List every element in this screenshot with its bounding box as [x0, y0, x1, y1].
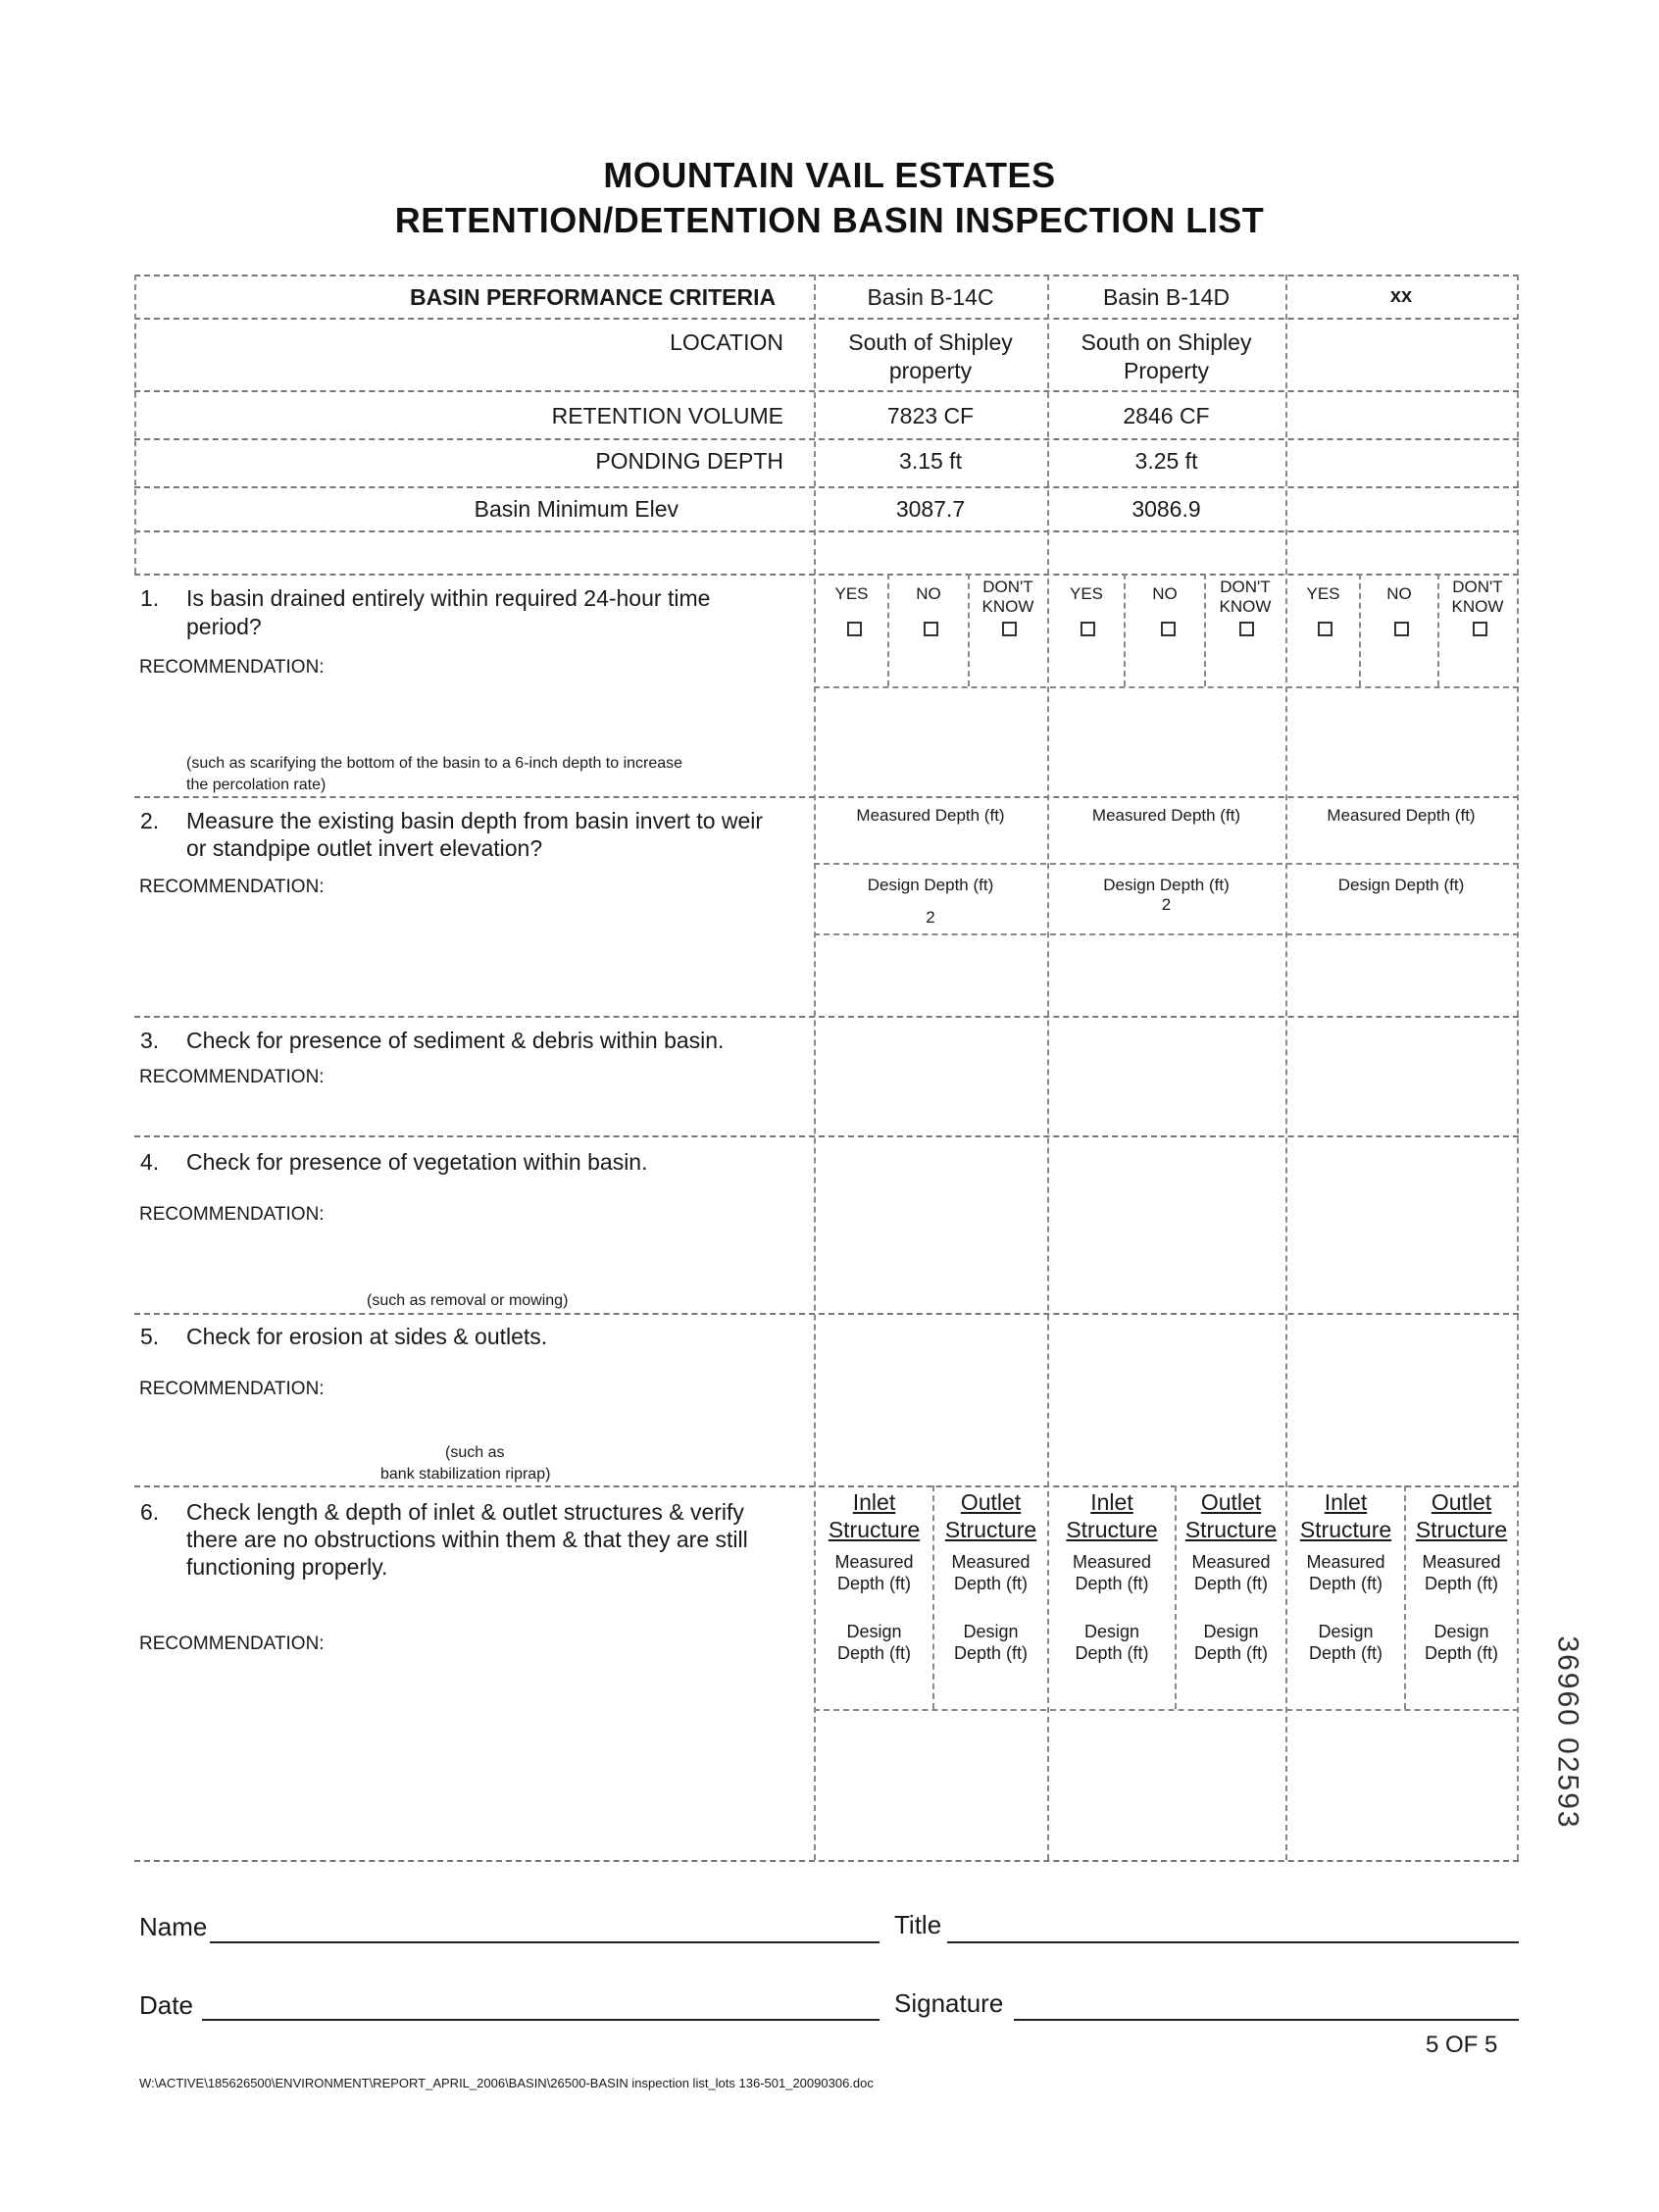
b14c-outlet-label: Outlet: [960, 1489, 1022, 1515]
q2-number: 2.: [140, 808, 160, 833]
location-label: LOCATION: [670, 329, 783, 355]
q1-text-line1: Is basin drained entirely within required 24-hour time: [186, 585, 711, 611]
q6-text-line2: there are no obstructions within them & that they are still: [186, 1527, 748, 1552]
q1-note-line2: the percolation rate): [186, 777, 327, 793]
q3-recommendation-label: RECOMMENDATION:: [139, 1067, 325, 1087]
answer-yes-label: YES: [1069, 584, 1104, 603]
retention-volume-b14c: 7823 CF: [886, 403, 975, 428]
ponding-depth-b14d: 3.25 ft: [1134, 448, 1198, 474]
b14d-design-depth-value: 2: [1161, 895, 1172, 914]
row-divider: [134, 1313, 1519, 1315]
b14c-inlet-design: Design: [846, 1622, 902, 1641]
row-divider: [134, 318, 1519, 320]
q2-text-line2: or standpipe outlet invert elevation?: [186, 835, 543, 861]
xx-no-checkbox[interactable]: [1394, 622, 1409, 636]
answer-know-label: KNOW: [1219, 597, 1272, 616]
name-field[interactable]: [210, 1941, 880, 1943]
row-divider: [134, 796, 1519, 798]
b14c-outlet-measured: Measured: [951, 1552, 1031, 1572]
b14d-inlet-design: Design: [1083, 1622, 1140, 1641]
column-header-basin-b14c: Basin B-14C: [867, 284, 994, 310]
answer-no-label: NO: [1152, 584, 1178, 603]
b14d-outlet-design: Design: [1203, 1622, 1259, 1641]
basin-min-elev-label: Basin Minimum Elev: [474, 496, 679, 522]
q2-text-line1: Measure the existing basin depth from basin invert to weir: [186, 808, 764, 833]
location-b14c-line2: property: [888, 358, 973, 383]
q6-text-line3: functioning properly.: [186, 1554, 388, 1580]
b14c-design-depth-label: Design Depth (ft): [867, 876, 994, 894]
xx-outlet-label: Outlet: [1431, 1489, 1492, 1515]
answer-dont-label: DON'T: [982, 578, 1033, 596]
table-top-border: [134, 275, 1519, 276]
b14c-outlet-design: Design: [963, 1622, 1019, 1641]
q4-note: (such as removal or mowing): [367, 1292, 569, 1309]
b14c-yes-checkbox[interactable]: [847, 622, 862, 636]
q2-recommendation-label: RECOMMENDATION:: [139, 877, 325, 897]
b14c-outlet-measured-unit: Depth (ft): [953, 1574, 1029, 1593]
document-subtitle: RETENTION/DETENTION BASIN INSPECTION LIST: [394, 200, 1265, 240]
row-divider: [134, 390, 1519, 392]
q4-number: 4.: [140, 1149, 160, 1175]
xx-design-depth-label: Design Depth (ft): [1337, 876, 1465, 894]
title-label: Title: [894, 1910, 942, 1939]
title-field[interactable]: [947, 1941, 1519, 1943]
answer-yes-label: YES: [1306, 584, 1340, 603]
xx-dont-know-checkbox[interactable]: [1473, 622, 1487, 636]
file-path: W:\ACTIVE\185626500\ENVIRONMENT\REPORT_APRIL_2006\BASIN\26500-BASIN inspection list_lots 136-501_20090306.doc: [139, 2076, 874, 2090]
b14c-outlet-design-unit: Depth (ft): [953, 1643, 1029, 1663]
name-label: Name: [139, 1912, 208, 1941]
cell-divider: [814, 1709, 1519, 1711]
q6-number: 6.: [140, 1499, 160, 1525]
xx-outlet-design: Design: [1433, 1622, 1489, 1641]
location-b14d-line1: South on Shipley: [1081, 329, 1252, 355]
b14c-inlet-structure-label: Structure: [828, 1517, 921, 1542]
column-header-basin-b14d: Basin B-14D: [1102, 284, 1231, 310]
b14d-outlet-design-unit: Depth (ft): [1193, 1643, 1269, 1663]
q1-text-line2: period?: [186, 614, 262, 639]
page-number: 5 OF 5: [1426, 2032, 1498, 2058]
basin-min-elev-b14c: 3087.7: [895, 496, 966, 522]
q3-text-line1: Check for presence of sediment & debris within basin.: [186, 1028, 725, 1053]
q5-recommendation-label: RECOMMENDATION:: [139, 1379, 325, 1399]
signature-field[interactable]: [1014, 2019, 1519, 2021]
xx-outlet-measured-unit: Depth (ft): [1424, 1574, 1499, 1593]
b14d-inlet-label: Inlet: [1090, 1489, 1133, 1515]
b14d-yes-checkbox[interactable]: [1081, 622, 1095, 636]
b14c-no-checkbox[interactable]: [924, 622, 938, 636]
table-right-border: [1517, 275, 1519, 1860]
xx-inlet-design-unit: Depth (ft): [1308, 1643, 1383, 1663]
b14d-inlet-measured: Measured: [1072, 1552, 1152, 1572]
q1-recommendation-label: RECOMMENDATION:: [139, 657, 325, 678]
q5-text-line1: Check for erosion at sides & outlets.: [186, 1324, 548, 1349]
xx-yes-checkbox[interactable]: [1318, 622, 1332, 636]
date-label: Date: [139, 1990, 193, 2020]
b14d-outlet-label: Outlet: [1200, 1489, 1262, 1515]
retention-volume-label: RETENTION VOLUME: [551, 403, 783, 428]
b14c-dont-know-checkbox[interactable]: [1002, 622, 1017, 636]
b14d-outlet-structure-label: Structure: [1184, 1517, 1278, 1542]
answer-know-label: KNOW: [981, 597, 1034, 616]
b14d-outlet-measured: Measured: [1191, 1552, 1271, 1572]
xx-inlet-design: Design: [1318, 1622, 1374, 1641]
q5-number: 5.: [140, 1324, 160, 1349]
b14d-inlet-measured-unit: Depth (ft): [1075, 1574, 1149, 1593]
ponding-depth-label: PONDING DEPTH: [595, 448, 783, 474]
b14c-outlet-structure-label: Structure: [944, 1517, 1037, 1542]
answer-no-label: NO: [916, 584, 941, 603]
xx-inlet-label: Inlet: [1324, 1489, 1368, 1515]
retention-volume-b14d: 2846 CF: [1123, 403, 1210, 428]
b14c-measured-depth-label: Measured Depth (ft): [856, 806, 1005, 825]
answer-know-label: KNOW: [1451, 597, 1504, 616]
row-divider: [134, 438, 1519, 440]
document-title: MOUNTAIN VAIL ESTATES: [603, 155, 1056, 195]
q5-note-line2: bank stabilization riprap): [380, 1466, 551, 1483]
table-bottom-border: [134, 1860, 1519, 1862]
answer-dont-label: DON'T: [1220, 578, 1271, 596]
xx-outlet-design-unit: Depth (ft): [1424, 1643, 1499, 1663]
q1-note-line1: (such as scarifying the bottom of the basin to a 6-inch depth to increase: [186, 755, 683, 772]
b14d-design-depth-label: Design Depth (ft): [1103, 876, 1230, 894]
q6-recommendation-label: RECOMMENDATION:: [139, 1634, 325, 1654]
row-divider: [134, 1135, 1519, 1137]
xx-inlet-structure-label: Structure: [1299, 1517, 1392, 1542]
column-header-xx: xx: [1389, 285, 1413, 307]
row-divider: [134, 574, 1519, 576]
date-field[interactable]: [202, 2019, 880, 2021]
b14c-inlet-design-unit: Depth (ft): [836, 1643, 912, 1663]
criteria-header: BASIN PERFORMANCE CRITERIA: [410, 284, 777, 310]
q1-number: 1.: [140, 585, 160, 611]
cell-divider: [814, 933, 1519, 935]
xx-inlet-measured: Measured: [1306, 1552, 1385, 1572]
cell-divider: [814, 863, 1519, 865]
bates-stamp: 36960 02593: [1551, 1635, 1584, 1830]
ponding-depth-b14c: 3.15 ft: [899, 448, 962, 474]
location-b14d-line2: Property: [1124, 358, 1209, 383]
basin-min-elev-b14d: 3086.9: [1131, 496, 1201, 522]
row-divider: [134, 1485, 1519, 1487]
answer-divider: [814, 686, 1519, 688]
q3-number: 3.: [140, 1028, 160, 1053]
b14d-no-checkbox[interactable]: [1161, 622, 1176, 636]
xx-outlet-measured: Measured: [1422, 1552, 1501, 1572]
q4-recommendation-label: RECOMMENDATION:: [139, 1204, 325, 1225]
xx-measured-depth-label: Measured Depth (ft): [1327, 806, 1476, 825]
row-divider: [134, 530, 1519, 532]
q5-note-line1: (such as: [445, 1444, 505, 1461]
b14d-inlet-design-unit: Depth (ft): [1075, 1643, 1149, 1663]
row-divider: [134, 1016, 1519, 1018]
row-divider: [134, 486, 1519, 488]
b14d-outlet-measured-unit: Depth (ft): [1193, 1574, 1269, 1593]
b14d-measured-depth-label: Measured Depth (ft): [1091, 806, 1241, 825]
location-b14c-line1: South of Shipley: [848, 329, 1013, 355]
xx-inlet-measured-unit: Depth (ft): [1308, 1574, 1383, 1593]
q4-text-line1: Check for presence of vegetation within basin.: [186, 1149, 648, 1175]
q6-text-line1: Check length & depth of inlet & outlet structures & verify: [186, 1499, 744, 1525]
answer-no-label: NO: [1386, 584, 1412, 603]
b14c-inlet-label: Inlet: [852, 1489, 896, 1515]
b14d-inlet-structure-label: Structure: [1066, 1517, 1158, 1542]
answer-yes-label: YES: [834, 584, 869, 603]
xx-outlet-structure-label: Structure: [1415, 1517, 1508, 1542]
answer-dont-label: DON'T: [1452, 578, 1503, 596]
b14c-inlet-measured-unit: Depth (ft): [836, 1574, 912, 1593]
signature-label: Signature: [894, 1988, 1004, 2018]
b14d-dont-know-checkbox[interactable]: [1239, 622, 1254, 636]
b14c-inlet-measured: Measured: [834, 1552, 914, 1572]
b14c-design-depth-value: 2: [926, 908, 935, 927]
